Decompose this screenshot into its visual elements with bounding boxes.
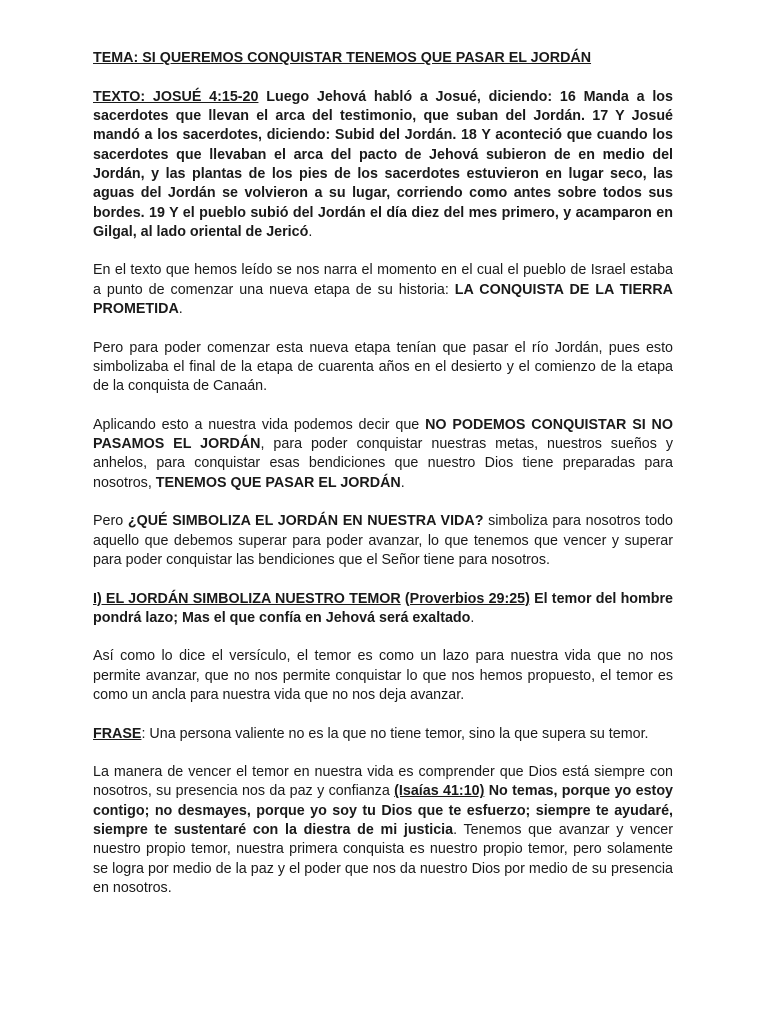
p3-bold2: TENEMOS QUE PASAR EL JORDÁN <box>155 474 401 491</box>
texto-body: Luego Jehová habló a Josué, diciendo: 16 Manda a los sacerdotes que llevan el arca del testimonio, que suban del Jordán. 17 Y Josué mandó a los sacerdotes, diciendo: Subid del Jordán. 18 Y aconteció que cuando los sacerdotes que llevaban el arca del pacto de Jehová subieron de en medio del Jordán, y las plantas de los pies de los sacerdotes estuvieron en lugar seco, las aguas del Jordán se volvieron a su lugar, corriendo como antes sobre todos sus bordes. 19 Y el pueblo subió del Jordán el día diez del mes primero, y acamparon en Gilgal, al lado oriental de Jericó <box>93 88 673 240</box>
texto-end: . <box>308 223 313 240</box>
p6-ref: (Isaías 41:10) <box>394 783 485 800</box>
frase-label: FRASE <box>93 725 142 742</box>
p4-bold: ¿QUÉ SIMBOLIZA EL JORDÁN EN NUESTRA VIDA? <box>127 513 484 530</box>
p1-text: En el texto que hemos leído se nos narra el momento en el cual el pueblo de Israel estaba a punto de comenzar una nueva etapa de su historia: <box>93 262 673 298</box>
p3-end: . <box>400 474 405 491</box>
p4-text2: simboliza para nosotros todo aquello que debemos superar para poder avanzar, lo que tenemos que vencer y superar para poder conquistar las bendiciones que el Señor tiene para nosotros. <box>93 513 673 568</box>
document-body <box>93 49 673 918</box>
p4-text1: Pero <box>93 513 128 530</box>
texto-paragraph <box>93 88 673 242</box>
p1-bold: LA CONQUISTA DE LA TIERRA PROMETIDA <box>93 281 673 318</box>
paragraph-3 <box>93 416 673 493</box>
p2-text: Pero para poder comenzar esta nueva etapa tenían que pasar el río Jordán, pues esto simbolizaba el final de la etapa de cuarenta años en el desierto y el comienzo de la etapa de la conquista de Canaán. <box>93 339 673 395</box>
p3-text2: , para poder conquistar nuestras metas, nuestros sueños y anhelos, para conquistar esas bendiciones que nuestro Dios tiene preparadas para nosotros, <box>93 436 673 491</box>
section-1-title: I) EL JORDÁN SIMBOLIZA NUESTRO TEMOR <box>93 590 401 607</box>
page-title <box>93 49 673 68</box>
p6-verse: No temas, porque yo estoy contigo; no desmayes, porque yo soy tu Dios que te esfuerzo; siempre te ayudaré, siempre te sustentaré con la diestra de mi justicia <box>93 783 674 839</box>
section-1-heading <box>93 590 673 629</box>
paragraph-4 <box>93 512 673 570</box>
section-1-verse: El temor del hombre pondrá lazo; Mas el que confía en Jehová será exaltado <box>93 590 673 626</box>
p5-text: Así como lo dice el versículo, el temor es como un lazo para nuestra vida que no nos permite avanzar, que no nos permite conquistar lo que nos hemos propuesto, el temor es como un ancla para nuestra vida que no nos deja avanzar. <box>93 648 673 703</box>
paragraph-2 <box>93 339 673 397</box>
frase-paragraph <box>93 725 673 744</box>
p6-text2: . Tenemos que avanzar y vencer nuestro propio temor, nuestra primera conquista es nuestro propio temor, pero solamente se logra por medio de la paz y el poder que nos da nuestro Dios por medio de su presencia en nosotros. <box>93 822 673 896</box>
p6-text1: La manera de vencer el temor en nuestra vida es comprender que Dios está siempre con nosotros, su presencia nos da paz y confianza <box>93 764 673 800</box>
section-1-ref: (Proverbios 29:25) <box>404 590 530 607</box>
p1-end: . <box>178 301 183 318</box>
paragraph-6 <box>93 763 673 898</box>
p3-bold1: NO PODEMOS CONQUISTAR SI NO PASAMOS EL JORDÁN <box>93 416 673 453</box>
frase-text: : Una persona valiente no es la que no tiene temor, sino la que supera su temor. <box>141 725 649 742</box>
section-1-end: . <box>470 609 475 626</box>
texto-label: TEXTO: JOSUÉ 4:15-20 <box>93 88 259 105</box>
paragraph-1 <box>93 261 673 319</box>
p3-text1: Aplicando esto a nuestra vida podemos decir que <box>93 416 426 433</box>
paragraph-5 <box>93 647 673 705</box>
title-text: TEMA: SI QUEREMOS CONQUISTAR TENEMOS QUE PASAR EL JORDÁN <box>93 50 592 66</box>
